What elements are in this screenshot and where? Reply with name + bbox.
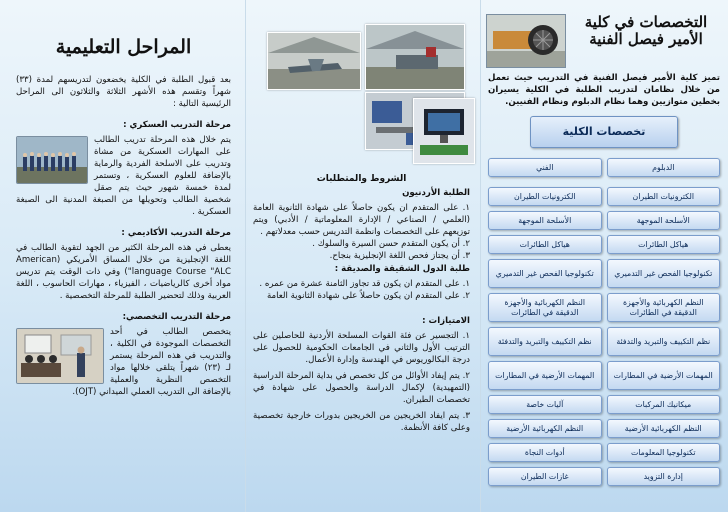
specialization-technician-button[interactable]: النظم الكهربائية الأرضية	[488, 419, 602, 438]
specialization-technician-button[interactable]: الكترونيات الطيران	[488, 187, 602, 206]
specialized-text: يتخصص الطالب في أحد التخصصات الموجودة في الكلية ، والتدريب في هذه المرحلة يستمر لـ (٢٣) شهراً يتلقى خلالها مواد التخصص النظرية والعملية بالإضافة الى التدريب العملي الميداني (OJT).	[72, 327, 231, 397]
military-parade-photo	[16, 136, 88, 184]
educational-stages-title: المراحل التعليمية	[55, 36, 192, 58]
classroom-photo	[16, 328, 104, 384]
specialized-heading: مرحلة التدريب التخصصي:	[122, 312, 231, 322]
specialization-diploma-button[interactable]: النظم الكهربائية الأرضية	[607, 419, 721, 438]
middle-panel	[245, 0, 480, 512]
specializations-title: التخصصات في كلية الأمير فيصل الفنية	[584, 13, 708, 48]
hangar-interior-photo	[365, 24, 465, 90]
jordanian-item: ١. على المتقدم ان يكون حاصلاً على شهادة الثانوية العامة (العلمي / الصناعي / الإدارة المعلوماتية / الأدبي) ويتم توزيعهم على التخصصات وانظمة التدريس حسب معدلاتهم .	[253, 203, 470, 237]
specialization-diploma-button[interactable]: نظم التكييف والتبريد والتدفئة	[607, 327, 721, 356]
column-header-diploma[interactable]: الدبلوم	[607, 158, 721, 177]
jordanian-item: ٣. أن يجتاز فحص اللغة الإنجليزية بنجاح.	[329, 251, 470, 261]
specialization-diploma-button[interactable]: النظم الكهربائية والأجهزة الدقيقة في الطائرات	[607, 293, 721, 322]
jet-engine-photo	[486, 14, 566, 68]
privilege-item: ١. التجسير عن فئة القوات المسلحة الأردنية للحاصلين على الترتيب الأول والثاني في الجامعات الحكومية للحصول على درجة البكالوريوس في الهندسة وإدارة الأعمال.	[253, 331, 470, 365]
jordanian-heading: الطلبة الأردنيون	[402, 188, 470, 198]
brotherly-heading: طلبة الدول الشقيقة والصديقة :	[334, 264, 470, 274]
specialization-technician-button[interactable]: تكنولوجيا الفحص غير التدميري	[488, 259, 602, 288]
privilege-item: ٣. يتم ايفاد الخريجين من الخريجين بدورات خارجية تخصصية وعلى كافة الأنظمة.	[253, 411, 470, 433]
military-text: يتم خلال هذه المرحلة تدريب الطالب على المهارات العسكرية من مشاة وتدريب على الاسلحة الفردية والرماية بالإضافة للعلوم العسكرية ، وتستمر لمدة خمسة شهور حيث يتم صقل شخصية الطالب وتحويلها من الصبغة المدنية الى الصبغة العسكرية .	[16, 135, 231, 217]
specialization-technician-button[interactable]: آليات خاصة	[488, 395, 602, 414]
specialization-technician-button[interactable]: نظم التكييف والتبريد والتدفئة	[488, 327, 602, 356]
academic-text: يعطى في هذه المرحلة الكثير من الجهد لتقوية الطالب في اللغة الإنجليزية من خلال المساق الأمريكي (American language Course "ALC") وفي ذات الوقت يتم تدريس مواد أخرى كالرياضيات ، الفيزياء ، مهارات الحاسوب ، اللغة العربية وذلك لتحضير الطلبة للمرحلة التخصصية .	[16, 243, 231, 301]
column-header-technician[interactable]: الفني	[488, 158, 602, 177]
computer-lab-photo	[413, 98, 475, 164]
stages-intro: بعد قبول الطلبة في الكلية يخضعون لتدريسهم لمدة (٣٣) شهراً وتقسم هذه الأشهر الثلاثة والثلاثون الى المراحل الرئيسية التالية :	[16, 75, 231, 109]
specialization-diploma-button[interactable]: المهمات الأرضية في المطارات	[607, 361, 721, 390]
specialization-diploma-button[interactable]: هياكل الطائرات	[607, 235, 721, 254]
specialization-diploma-button[interactable]: الكترونيات الطيران	[607, 187, 721, 206]
specialization-diploma-button[interactable]: إدارة التزويد	[607, 467, 721, 486]
specialization-technician-button[interactable]: النظم الكهربائية والأجهزة الدقيقة في الطائرات	[488, 293, 602, 322]
academic-heading: مرحلة التدريب الأكاديمي :	[121, 228, 231, 238]
specialization-technician-button[interactable]: الأسلحة الموجهة	[488, 211, 602, 230]
specialization-diploma-button[interactable]: تكنولوجيا الفحص غير التدميري	[607, 259, 721, 288]
specialization-technician-button[interactable]: هياكل الطائرات	[488, 235, 602, 254]
privileges-heading: الامتيازات :	[422, 316, 470, 326]
hangar-photo-collage	[253, 0, 470, 170]
college-specializations-banner: تخصصات الكلية	[530, 116, 678, 148]
conditions-heading: الشروط والمتطلبات	[316, 174, 407, 184]
right-panel	[480, 0, 728, 512]
privilege-item: ٢. يتم إيفاد الأوائل من كل تخصص في بداية المرحلة الدراسية (التمهيدية) لإكمال الدراسة والحصول على شهادة في تخصصات الطيران.	[253, 371, 470, 405]
brotherly-item: ١. على المتقدم ان يكون قد تجاوز الثامنة عشرة من عمره .	[259, 279, 470, 289]
left-panel	[0, 0, 245, 512]
specialization-diploma-button[interactable]: الأسلحة الموجهة	[607, 211, 721, 230]
brotherly-item: ٢. على المتقدم ان يكون حاصلاً على شهادة الثانوية العامة	[266, 291, 470, 301]
specializations-intro: تميز كلية الأمير فيصل الفنية في التدريب حيث تعمل من خلال نظامان لتدريب الطلبة في الكلية يسيران بخطين متوازيين وهما نظام الدبلوم ونظام الفنيين.	[488, 73, 720, 107]
military-heading: مرحلة التدريب العسكري :	[123, 120, 231, 130]
hangar-aircraft-photo	[267, 32, 361, 90]
specialization-diploma-button[interactable]: ميكانيك المركبات	[607, 395, 721, 414]
specialization-technician-button[interactable]: غازات الطيران	[488, 467, 602, 486]
specialization-diploma-button[interactable]: تكنولوجيا المعلومات	[607, 443, 721, 462]
jordanian-item: ٢. أن يكون المتقدم حسن السيرة والسلوك .	[312, 239, 470, 249]
specialization-technician-button[interactable]: المهمات الأرضية في المطارات	[488, 361, 602, 390]
specialization-technician-button[interactable]: أدوات النجاة	[488, 443, 602, 462]
specializations-grid	[486, 158, 722, 486]
